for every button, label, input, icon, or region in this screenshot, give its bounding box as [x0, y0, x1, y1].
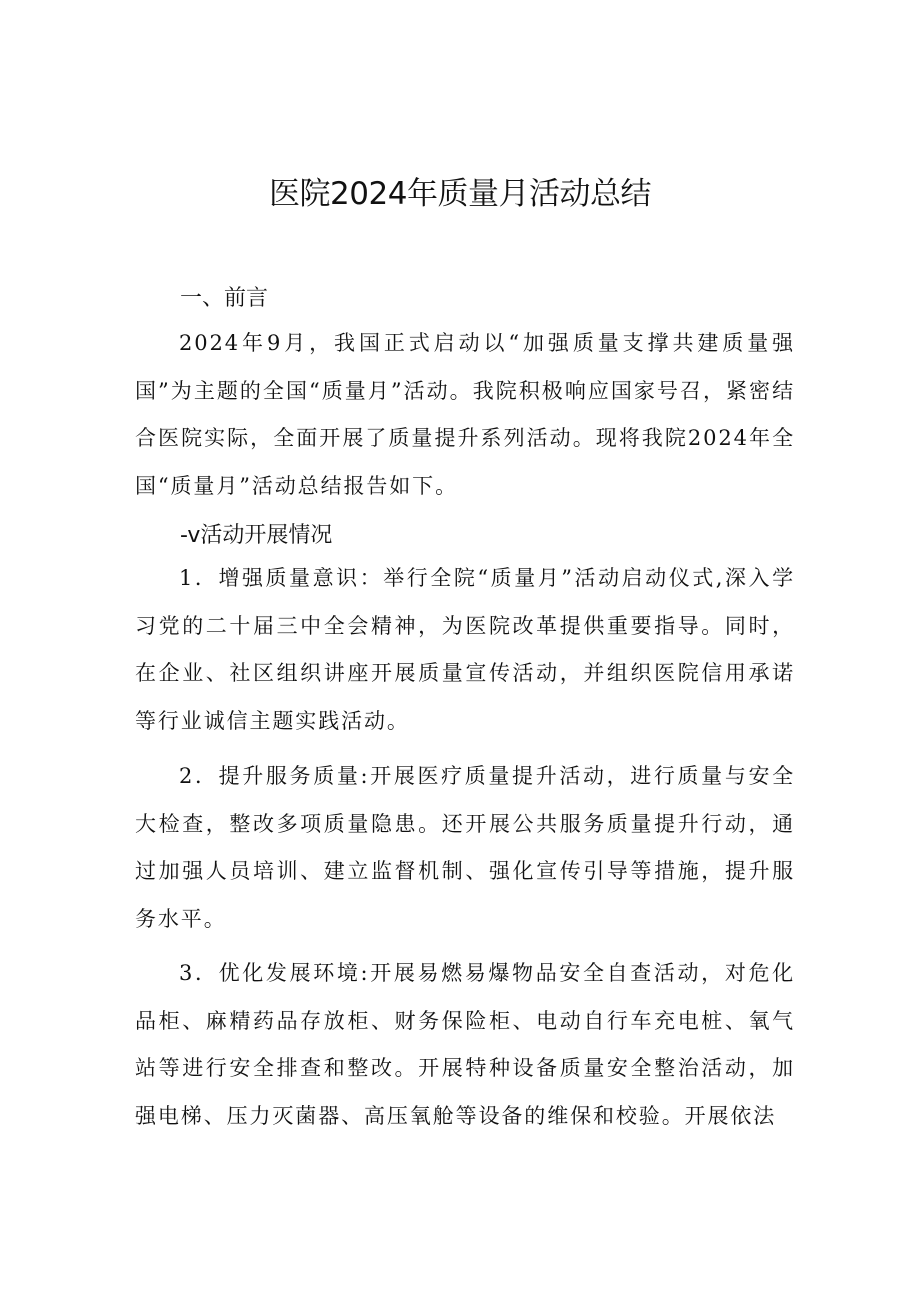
- preface-paragraph: 2024年9月，我国正式启动以“加强质量支撑共建质量强国”为主题的全国“质量月”活动。我院积极响应国家号召，紧密结合医院实际，全面开展了质量提升系列活动。现将我院2024年全国“质量月”活动总结报告如下。: [135, 331, 795, 498]
- section-heading-activities: -v活动开展情况: [180, 523, 333, 548]
- activity-paragraph-3: 3．优化发展环境:开展易燃易爆物品安全自查活动，对危化品柜、麻精药品存放柜、财务保险柜、电动自行车充电桩、氧气站等进行安全排查和整改。开展特种设备质量安全整治活动，加强电梯、压力灭菌器、高压氧舱等设备的维保和校验。开展依法: [135, 961, 795, 1128]
- activity-paragraph-2: 2．提升服务质量:开展医疗质量提升活动，进行质量与安全大检查，整改多项质量隐患。还开展公共服务质量提升行动，通过加强人员培训、建立监督机制、强化宣传引导等措施，提升服务水平。: [135, 764, 795, 931]
- document-title: 医院2024年质量月活动总结: [269, 176, 651, 212]
- section-heading-preface: 一、前言: [180, 286, 269, 311]
- activity-paragraph-1: 1．增强质量意识：举行全院“质量月”活动启动仪式,深入学习党的二十届三中全会精神，为医院改革提供重要指导。同时，在企业、社区组织讲座开展质量宣传活动，并组织医院信用承诺等行业诚信主题实践活动。: [135, 566, 795, 733]
